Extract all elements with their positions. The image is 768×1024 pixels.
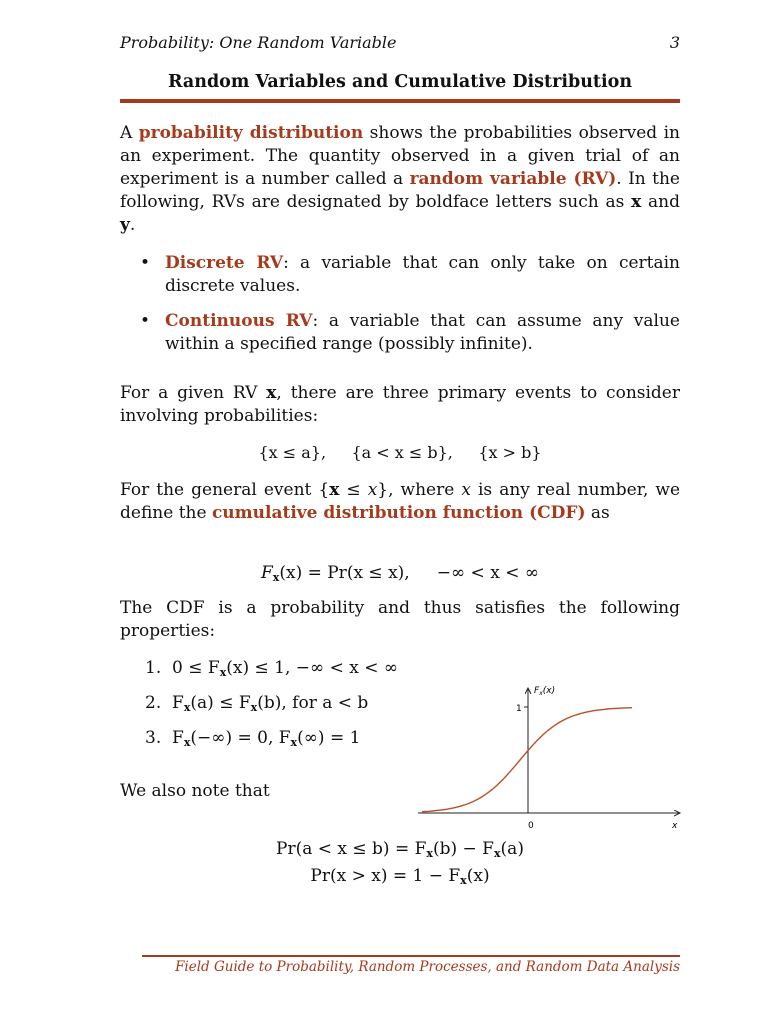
symbol-x-italic: x (461, 480, 471, 500)
cdf-range: −∞ < x < ∞ (436, 563, 540, 583)
symbol-y: y (120, 215, 130, 235)
y-tick-label: 1 (516, 704, 522, 714)
equation-text: Pr(x > x) = 1 − F (310, 866, 461, 886)
intro-text: A (120, 123, 139, 143)
also-note: We also note that (120, 781, 270, 801)
event-2: {a < x ≤ b}, (351, 443, 453, 462)
cdf-symbol: F (260, 563, 273, 583)
equation-subscript: x (493, 847, 501, 860)
property-text: (∞) = 1 (297, 728, 361, 748)
y-axis-label: $F_x(x)$ (534, 686, 556, 697)
equation-text: (b) − F (432, 839, 494, 859)
running-header (120, 33, 680, 52)
event-1: {x ≤ a}, (258, 443, 327, 462)
term-continuous-rv: Continuous RV (165, 311, 313, 331)
events-paragraph (120, 382, 680, 428)
cdf-text: is any real number, we define the (120, 480, 681, 523)
symbol-x-italic: x (367, 480, 378, 500)
book-footer: Field Guide to Probability, Random Processes, and Random Data Analysis (175, 959, 680, 975)
property-text: (a) ≤ F (190, 693, 251, 713)
list-item (140, 310, 680, 356)
footer-rule (142, 955, 680, 957)
equation-subscript: x (426, 847, 433, 860)
symbol-x: x (266, 383, 277, 403)
property-subscript: x (250, 701, 258, 714)
property-subscript: x (183, 701, 191, 714)
property-item (145, 658, 398, 679)
list-item (140, 252, 680, 298)
final-equation-1 (120, 839, 680, 860)
property-number: 1. (145, 658, 162, 678)
property-subscript: x (290, 736, 298, 749)
final-equation-2 (120, 866, 680, 887)
intro-text: and (641, 192, 680, 212)
property-number: 3. (145, 728, 162, 748)
cdf-curve (422, 708, 632, 812)
property-item (145, 693, 368, 714)
property-text: F (172, 728, 184, 748)
intro-text: . (129, 215, 136, 235)
events-text: , there are three primary events to consider involving probabilities: (120, 383, 680, 426)
cdf-text: ≤ (339, 480, 368, 500)
cdf-equation (120, 563, 680, 584)
event-3: {x > b} (478, 443, 542, 462)
equation-text: (a) (500, 839, 524, 859)
bullet-dot: • (140, 311, 151, 331)
cdf-text: For the general event { (120, 480, 330, 500)
x-origin-label: 0 (528, 821, 534, 830)
bullet-dot: • (140, 253, 151, 273)
property-text: (x) ≤ 1, −∞ < x < ∞ (226, 658, 399, 678)
term-probability-distribution: probability distribution (138, 123, 364, 143)
cdf-plot (410, 680, 690, 830)
running-title: Probability: One Random Variable (120, 33, 397, 52)
property-text: F (172, 693, 184, 713)
property-text: (b), for a < b (257, 693, 369, 713)
term-discrete-rv: Discrete RV (165, 253, 284, 273)
symbol-x: x (631, 192, 642, 212)
properties-intro: The CDF is a probability and thus satisfies the following properties: (120, 598, 680, 641)
equation-subscript: x (460, 874, 467, 887)
symbol-x: x (329, 480, 340, 500)
intro-paragraph (120, 122, 680, 237)
section-title: Random Variables and Cumulative Distribution (167, 72, 633, 92)
intro-text: . In the following, RVs are designated by boldface letters such as (120, 169, 680, 212)
property-subscript: x (183, 736, 191, 749)
bullet-text: : a variable that can only take on certain discrete values. (165, 253, 680, 296)
term-random-variable: random variable (RV) (409, 169, 617, 189)
property-text: (−∞) = 0, F (190, 728, 291, 748)
cdf-text: }, where (377, 480, 462, 500)
cdf-definition: (x) = Pr(x ≤ x), (279, 563, 410, 583)
property-item (145, 728, 360, 749)
cdf-paragraph (120, 479, 680, 525)
property-subscript: x (219, 666, 227, 679)
intro-text: shows the probabilities observed in an experiment. The quantity observed in a given trial of an experiment is a number called a (120, 123, 680, 189)
x-axis-label: x (672, 821, 678, 830)
term-cdf: cumulative distribution function (CDF) (211, 503, 586, 523)
cdf-text: as (585, 503, 610, 523)
events-text: For a given RV (120, 383, 267, 403)
events-equation (120, 443, 680, 462)
rv-type-list (140, 252, 680, 368)
property-text: 0 ≤ F (172, 658, 220, 678)
title-rule (120, 99, 680, 103)
property-number: 2. (145, 693, 162, 713)
cdf-subscript: x (272, 571, 280, 584)
equation-text: Pr(a < x ≤ b) = F (276, 839, 427, 859)
bullet-text: : a variable that can assume any value within a specified range (possibly infinite). (165, 311, 680, 354)
page-number: 3 (669, 33, 680, 52)
equation-text: (x) (466, 866, 490, 886)
